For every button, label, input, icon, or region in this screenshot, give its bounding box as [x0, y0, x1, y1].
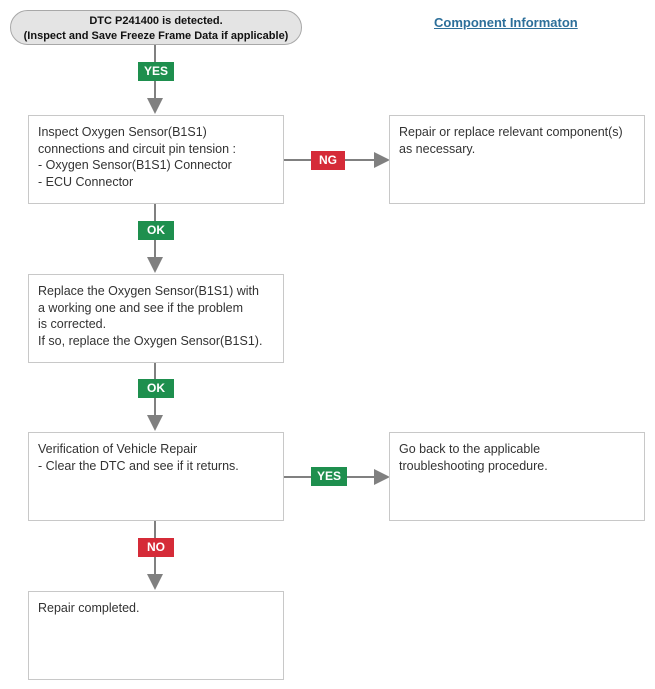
step-text-line: Go back to the applicable	[399, 442, 541, 456]
arrowhead-goback	[374, 469, 390, 485]
step-replace-oxygen-sensor	[28, 274, 284, 363]
step-text-line: - Clear the DTC and see if it returns.	[38, 458, 239, 473]
step-text-line: troubleshooting procedure.	[399, 458, 548, 473]
step-text-line: - Oxygen Sensor(B1S1) Connector	[38, 158, 232, 172]
arrowhead-repair	[374, 152, 390, 168]
step-text-line: Inspect Oxygen Sensor(B1S1)	[38, 125, 207, 139]
step-inspect-connections	[28, 115, 284, 204]
step-repair-completed	[28, 591, 284, 680]
step-go-back-procedure	[389, 432, 645, 521]
step-text-line: Replace the Oxygen Sensor(B1S1) with	[38, 284, 259, 298]
step-text-line: is corrected.	[38, 317, 107, 331]
arrowhead-inspect	[147, 98, 163, 114]
step-text-line: If so, replace the Oxygen Sensor(B1S1).	[38, 333, 263, 348]
ok-badge-2: OK	[138, 379, 174, 398]
yes-badge-top: YES	[138, 62, 174, 81]
start-terminal-dtc-detected	[10, 10, 302, 45]
start-line-2: (Inspect and Save Freeze Frame Data if applicable)	[23, 30, 289, 42]
ng-badge: NG	[311, 151, 345, 170]
ok-badge-1: OK	[138, 221, 174, 240]
step-text-line: a working one and see if the problem	[38, 300, 243, 315]
start-line-1: DTC P241400 is detected.	[89, 15, 223, 27]
component-information-link[interactable]: Component Informaton	[434, 15, 578, 30]
step-text-line: as necessary.	[399, 141, 476, 156]
step-verification-of-repair	[28, 432, 284, 521]
arrowhead-replace	[147, 257, 163, 273]
no-badge: NO	[138, 538, 174, 557]
arrowhead-verification	[147, 415, 163, 431]
step-text-line: Verification of Vehicle Repair	[38, 442, 198, 456]
step-repair-or-replace	[389, 115, 645, 204]
step-text-line: - ECU Connector	[38, 174, 134, 189]
step-text-line: Repair completed.	[38, 601, 140, 615]
yes-badge-right: YES	[311, 467, 347, 486]
step-text-line: connections and circuit pin tension :	[38, 141, 237, 156]
arrowhead-completed	[147, 574, 163, 590]
step-text-line: Repair or replace relevant component(s)	[399, 125, 623, 139]
